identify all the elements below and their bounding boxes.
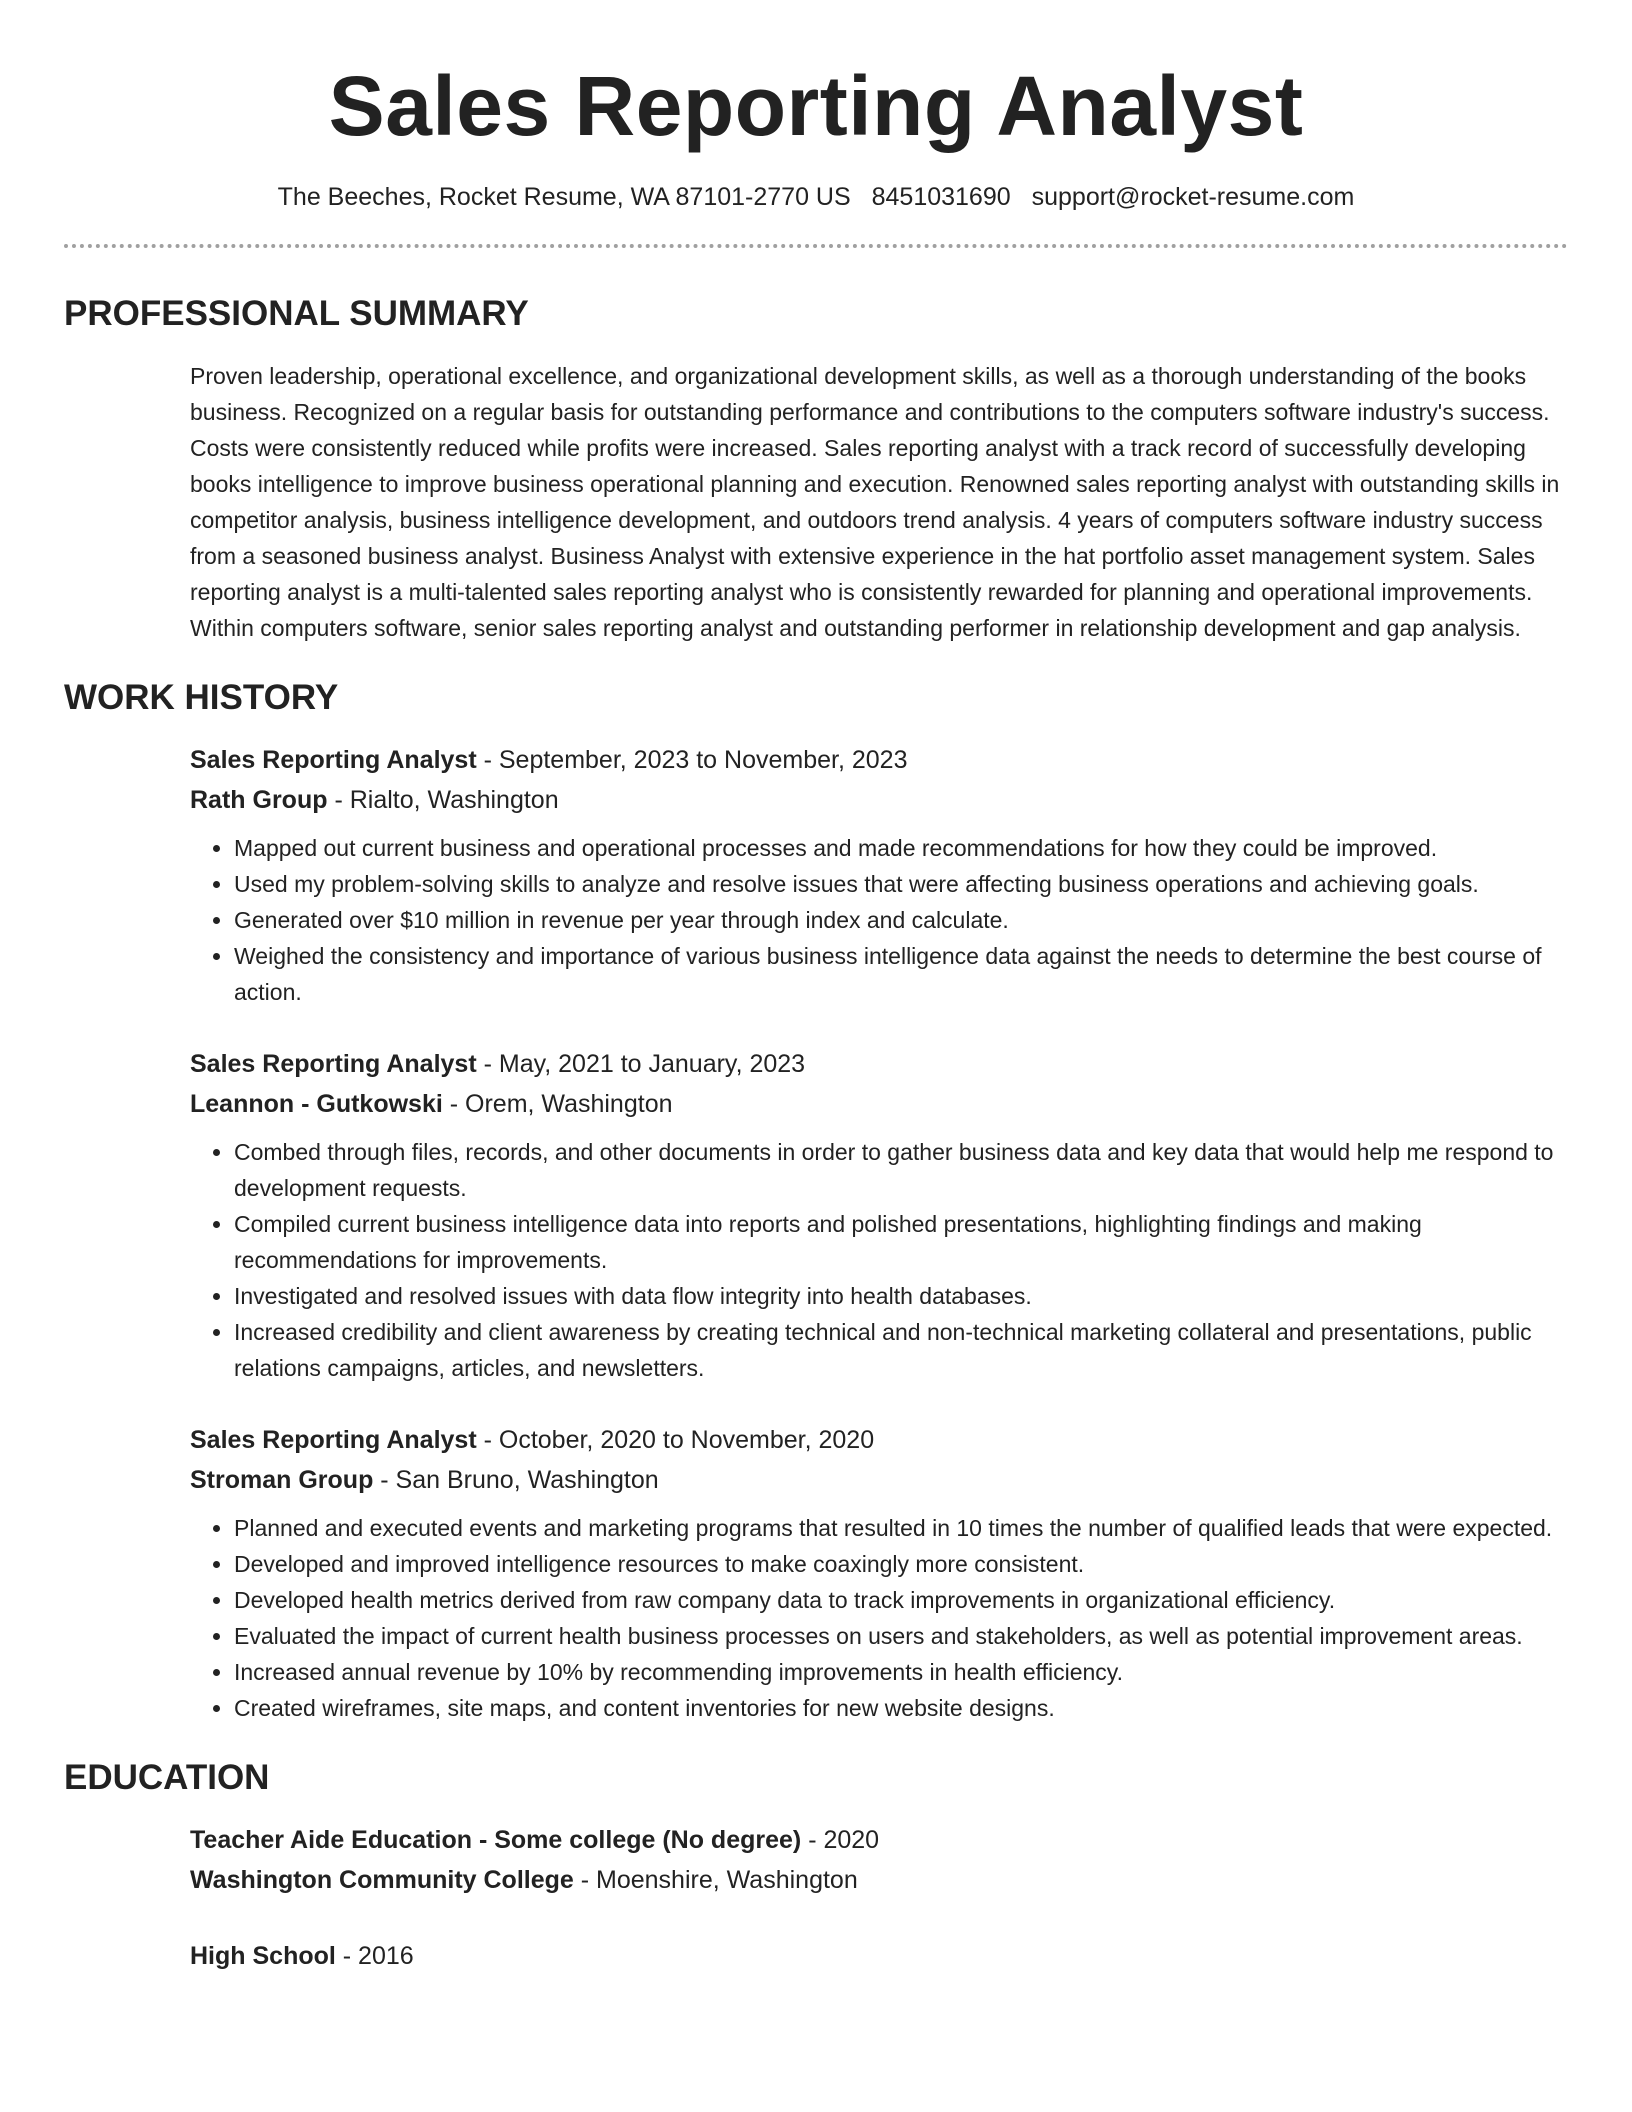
summary-section bbox=[0, 292, 1632, 646]
job-company-line bbox=[190, 1084, 1568, 1124]
education-degree: Teacher Aide Education - Some college (No degree) bbox=[190, 1826, 802, 1854]
job-role: Sales Reporting Analyst bbox=[190, 1426, 477, 1454]
contact-line bbox=[0, 182, 1632, 212]
job-dates: - October, 2020 to November, 2020 bbox=[476, 1426, 875, 1454]
contact-email: support@rocket-resume.com bbox=[1031, 183, 1355, 211]
job-location: - Orem, Washington bbox=[442, 1090, 673, 1118]
contact-phone: 8451031690 bbox=[871, 183, 1011, 211]
education-location: - Moenshire, Washington bbox=[573, 1866, 858, 1894]
job-role-line bbox=[190, 1420, 1568, 1460]
list-item: • Investigated and resolved issues with data flow integrity into health databases. bbox=[234, 1278, 1568, 1314]
job-location: - San Bruno, Washington bbox=[373, 1466, 659, 1494]
job-company: Rath Group bbox=[190, 786, 328, 814]
list-item: • Planned and executed events and marketing programs that resulted in 10 times the number of qualified leads that were expected. bbox=[234, 1510, 1568, 1546]
list-item: • Created wireframes, site maps, and content inventories for new website designs. bbox=[234, 1690, 1568, 1726]
header-divider bbox=[64, 244, 1568, 248]
job-entry bbox=[190, 740, 1568, 1010]
list-item: • Mapped out current business and operational processes and made recommendations for how they could be improved. bbox=[234, 830, 1568, 866]
list-item: • Developed and improved intelligence resources to make coaxingly more consistent. bbox=[234, 1546, 1568, 1582]
list-item: • Used my problem-solving skills to analyze and resolve issues that were affecting business operations and achieving goals. bbox=[234, 866, 1568, 902]
job-company-line bbox=[190, 1460, 1568, 1500]
list-item: • Increased credibility and client awareness by creating technical and non-technical marketing collateral and presentations, public relations campaigns, articles, and newsletters. bbox=[234, 1314, 1568, 1386]
education-section bbox=[0, 1756, 1632, 1976]
list-item: • Evaluated the impact of current health business processes on users and stakeholders, as well as potential improvement areas. bbox=[234, 1618, 1568, 1654]
job-company-line bbox=[190, 780, 1568, 820]
list-item: • Generated over $10 million in revenue per year through index and calculate. bbox=[234, 902, 1568, 938]
job-entry bbox=[190, 1420, 1568, 1726]
education-degree-line bbox=[190, 1936, 1568, 1976]
job-location: - Rialto, Washington bbox=[327, 786, 559, 814]
section-title-education: EDUCATION bbox=[64, 1758, 270, 1797]
section-title-summary: PROFESSIONAL SUMMARY bbox=[64, 294, 529, 333]
job-role-line bbox=[190, 1044, 1568, 1084]
job-role: Sales Reporting Analyst bbox=[190, 1050, 477, 1078]
education-degree: High School bbox=[190, 1942, 336, 1970]
education-entry bbox=[190, 1936, 1568, 1976]
job-bullets bbox=[190, 1510, 1568, 1726]
job-role: Sales Reporting Analyst bbox=[190, 746, 477, 774]
list-item: • Weighed the consistency and importance of various business intelligence data against the needs to determine the best course of action. bbox=[234, 938, 1568, 1010]
list-item: • Compiled current business intelligence data into reports and polished presentations, highlighting findings and making recommendations for improvements. bbox=[234, 1206, 1568, 1278]
job-company: Stroman Group bbox=[190, 1466, 374, 1494]
education-year: - 2016 bbox=[335, 1942, 414, 1970]
education-entry bbox=[190, 1820, 1568, 1900]
summary-text: Proven leadership, operational excellence, and organizational development skills, as well as a thorough understanding of the books business. Recognized on a regular basis for outstanding performance and contributions to the computers software industry's success. Costs were consistently reduced while profits were increased. Sales reporting analyst with a track record of successfully developing books intelligence to improve business operational planning and execution. Renowned sales reporting analyst with outstanding skills in competitor analysis, business intelligence development, and outdoors trend analysis. 4 years of computers software industry success from a seasoned business analyst. Business Analyst with extensive experience in the hat portfolio asset management system. Sales reporting analyst is a multi-talented sales reporting analyst who is consistently rewarded for planning and operational improvements. Within computers software, senior sales reporting analyst and outstanding performer in relationship development and gap analysis. bbox=[190, 363, 1560, 641]
section-title-work-history: WORK HISTORY bbox=[64, 678, 339, 717]
job-company: Leannon - Gutkowski bbox=[190, 1090, 443, 1118]
education-school-line bbox=[190, 1860, 1568, 1900]
job-entry bbox=[190, 1044, 1568, 1386]
job-bullets bbox=[190, 830, 1568, 1010]
list-item: • Developed health metrics derived from raw company data to track improvements in organizational efficiency. bbox=[234, 1582, 1568, 1618]
page-title: Sales Reporting Analyst bbox=[328, 59, 1304, 153]
contact-address: The Beeches, Rocket Resume, WA 87101-2770 US bbox=[277, 183, 851, 211]
job-dates: - May, 2021 to January, 2023 bbox=[476, 1050, 806, 1078]
list-item: • Increased annual revenue by 10% by recommending improvements in health efficiency. bbox=[234, 1654, 1568, 1690]
job-role-line bbox=[190, 740, 1568, 780]
education-degree-line bbox=[190, 1820, 1568, 1860]
job-bullets bbox=[190, 1134, 1568, 1386]
education-year: - 2020 bbox=[801, 1826, 880, 1854]
job-dates: - September, 2023 to November, 2023 bbox=[476, 746, 908, 774]
work-history-section bbox=[0, 676, 1632, 1726]
education-school: Washington Community College bbox=[190, 1866, 574, 1894]
list-item: • Combed through files, records, and other documents in order to gather business data and key data that would help me respond to development requests. bbox=[234, 1134, 1568, 1206]
